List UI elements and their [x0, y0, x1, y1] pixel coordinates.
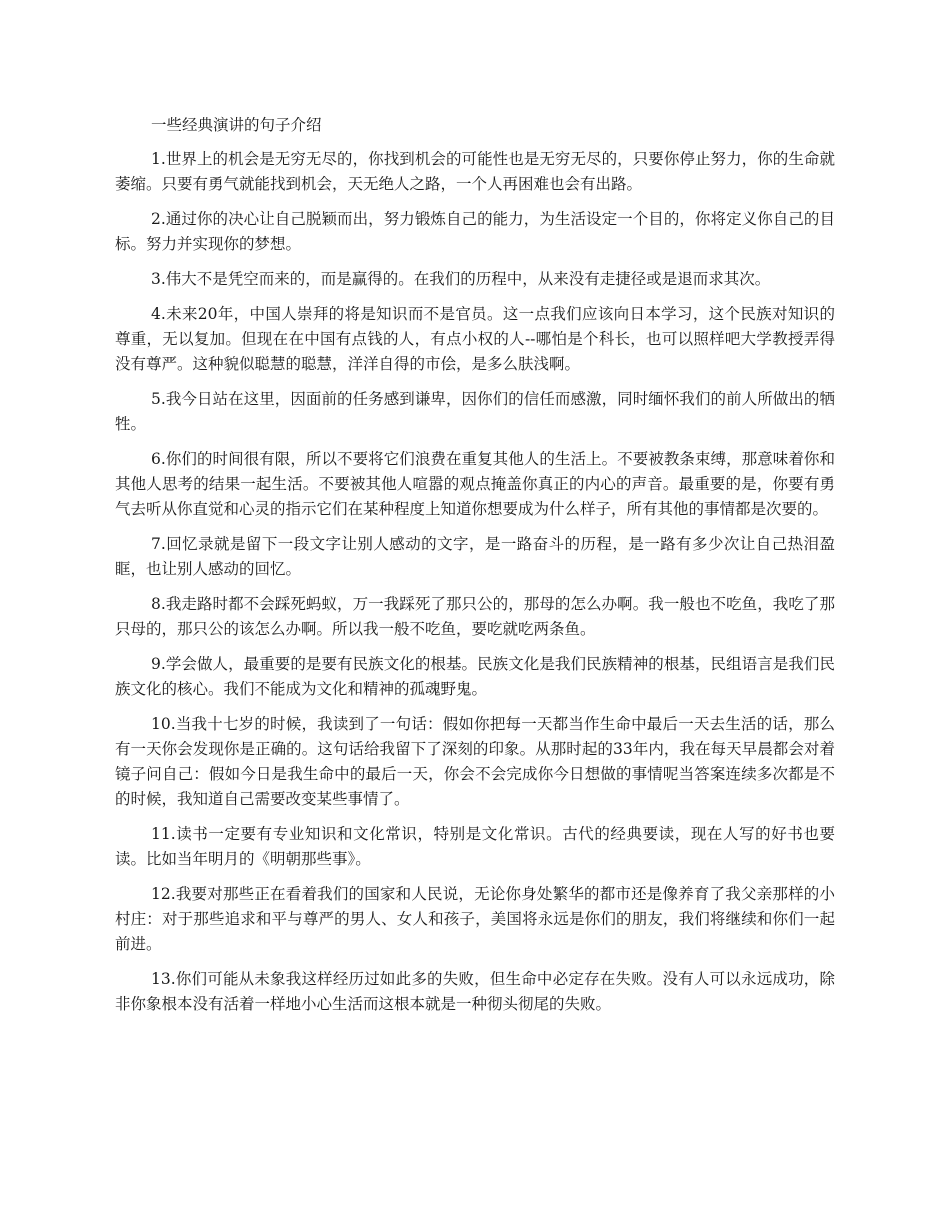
paragraph-6: 6.你们的时间很有限，所以不要将它们浪费在重复其他人的生活上。不要被教条束缚，那意味着你和其他人思考的结果一起生活。不要被其他人喧嚣的观点掩盖你真正的内心的声音。最重要的是，你要有勇气去听从你直觉和心灵的指示它们在某种程度上知道你想要成为什么样子，所有其他的事情都是次要的。 [115, 450, 835, 518]
paragraph-10: 10.当我十七岁的时候，我读到了一句话：假如你把每一天都当作生命中最后一天去生活的话，那么有一天你会发现你是正确的。这句话给我留下了深刻的印象。从那时起的33年内，我在每天早晨都会对着镜子问自己：假如今日是我生命中的最后一天，你会不会完成你今日想做的事情呢当答案连续多次都是不的时候，我知道自己需要改变某些事情了。 [115, 715, 835, 808]
paragraph-2: 2.通过你的决心让自己脱颖而出，努力锻炼自己的能力，为生活设定一个目的，你将定义你自己的目标。努力并实现你的梦想。 [115, 210, 835, 253]
document-body [115, 113, 835, 1027]
document-title: 一些经典演讲的句子介绍 [151, 116, 322, 134]
paragraph-1: 1.世界上的机会是无穷无尽的，你找到机会的可能性也是无穷无尽的，只要你停止努力，你的生命就萎缩。只要有勇气就能找到机会，天无绝人之路，一个人再困难也会有出路。 [115, 150, 835, 193]
paragraph-9: 9.学会做人，最重要的是要有民族文化的根基。民族文化是我们民族精神的根基，民组语言是我们民族文化的核心。我们不能成为文化和精神的孤魂野鬼。 [115, 655, 835, 698]
paragraph-13: 13.你们可能从未象我这样经历过如此多的失败，但生命中必定存在失败。没有人可以永远成功，除非你象根本没有活着一样地小心生活而这根本就是一种彻头彻尾的失败。 [115, 970, 835, 1013]
paragraph-11: 11.读书一定要有专业知识和文化常识，特别是文化常识。古代的经典要读，现在人写的好书也要读。比如当年明月的《明朝那些事》。 [115, 825, 835, 868]
paragraph-8: 8.我走路时都不会踩死蚂蚁，万一我踩死了那只公的，那母的怎么办啊。我一般也不吃鱼，我吃了那只母的，那只公的该怎么办啊。所以我一般不吃鱼，要吃就吃两条鱼。 [115, 595, 835, 638]
paragraph-12: 12.我要对那些正在看着我们的国家和人民说，无论你身处繁华的都市还是像养育了我父亲那样的小村庄：对于那些追求和平与尊严的男人、女人和孩子，美国将永远是你们的朋友，我们将继续和你们一起前进。 [115, 885, 835, 953]
paragraph-3: 3.伟大不是凭空而来的，而是赢得的。在我们的历程中，从来没有走捷径或是退而求其次。 [151, 270, 771, 288]
paragraph-7: 7.回忆录就是留下一段文字让别人感动的文字，是一路奋斗的历程，是一路有多少次让自己热泪盈眶，也让别人感动的回忆。 [115, 535, 835, 578]
paragraph-4: 4.未来20年，中国人崇拜的将是知识而不是官员。这一点我们应该向日本学习，这个民族对知识的尊重，无以复加。但现在在中国有点钱的人，有点小权的人--哪怕是个科长，也可以照样吧大学教授弄得没有尊严。这种貌似聪慧的聪慧，洋洋自得的市侩，是多么肤浅啊。 [115, 305, 835, 373]
paragraph-5: 5.我今日站在这里，因面前的任务感到谦卑，因你们的信任而感激，同时缅怀我们的前人所做出的牺牲。 [115, 390, 835, 433]
